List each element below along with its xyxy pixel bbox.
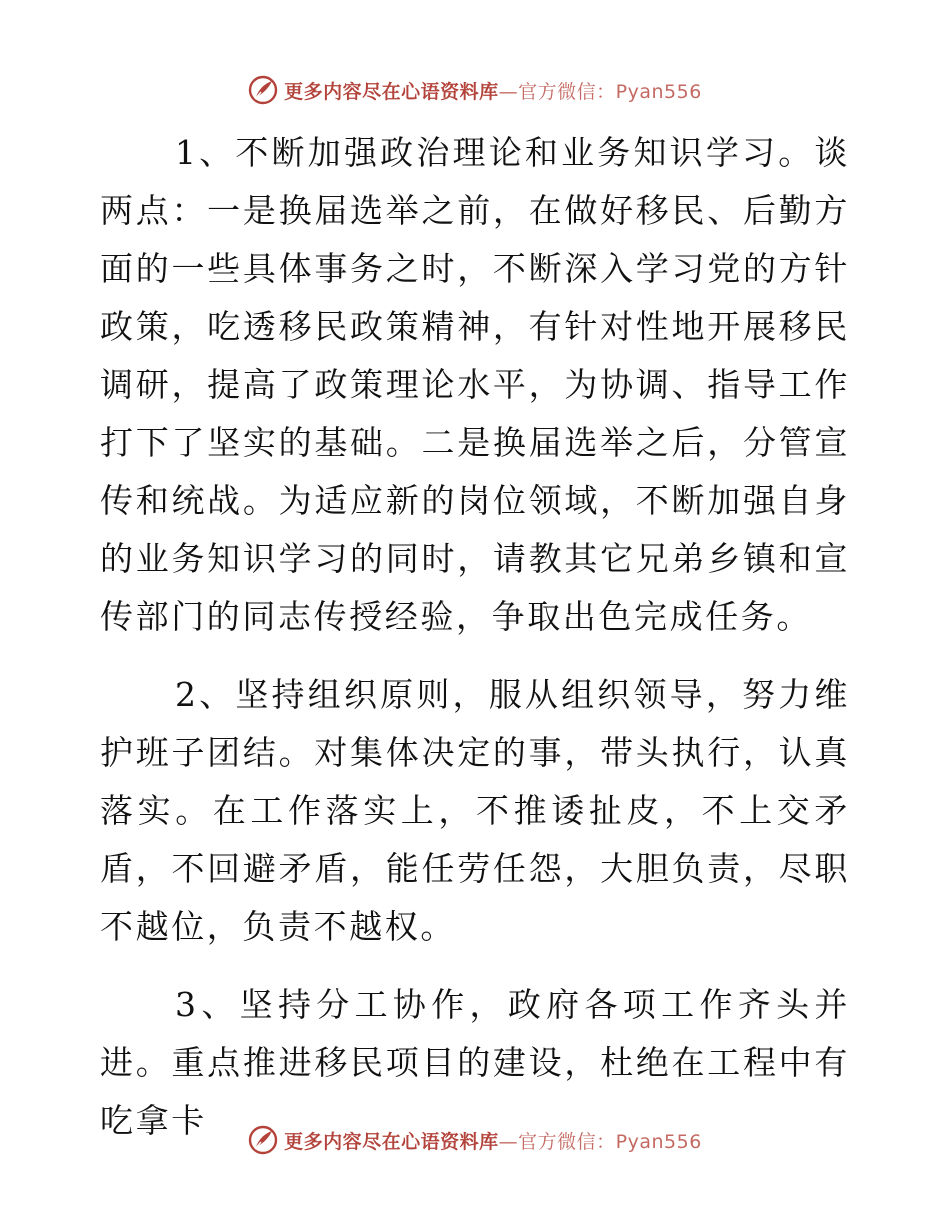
header-watermark-text [284,77,702,104]
footer-wechat-text: 官方微信：Pyan556 [518,1130,702,1153]
quill-pen-logo-icon [248,1125,278,1155]
quill-pen-logo-icon [248,75,278,105]
header-wechat-text: 官方微信：Pyan556 [518,80,702,103]
footer-separator: — [498,1130,519,1153]
document-body [100,124,850,1150]
header-separator: — [498,80,519,103]
footer-watermark-text [284,1127,702,1154]
paragraph-3: 3、坚持分工协作，政府各项工作齐头并进。重点推进移民项目的建设，杜绝在工程中有吃拿卡 [100,985,850,1140]
header-brand-text: 更多内容尽在心语资料库 [284,80,499,103]
header-watermark-banner [0,70,950,110]
footer-brand-text: 更多内容尽在心语资料库 [284,1130,499,1153]
paragraph-2: 2、坚持组织原则，服从组织领导，努力维护班子团结。对集体决定的事，带头执行，认真落实。在工作落实上，不推诿扯皮，不上交矛盾，不回避矛盾，能任劳任怨，大胆负责，尽职不越位，负责不越权。 [100,675,850,946]
footer-watermark-banner [0,1120,950,1160]
paragraph-1: 1、不断加强政治理论和业务知识学习。谈两点：一是换届选举之前，在做好移民、后勤方面的一些具体事务之时，不断深入学习党的方针政策，吃透移民政策精神，有针对性地开展移民调研，提高了政策理论水平，为协调、指导工作打下了坚实的基础。二是换届选举之后，分管宣传和统战。为适应新的岗位领域，不断加强自身的业务知识学习的同时，请教其它兄弟乡镇和宣传部门的同志传授经验，争取出色完成任务。 [100,133,850,636]
